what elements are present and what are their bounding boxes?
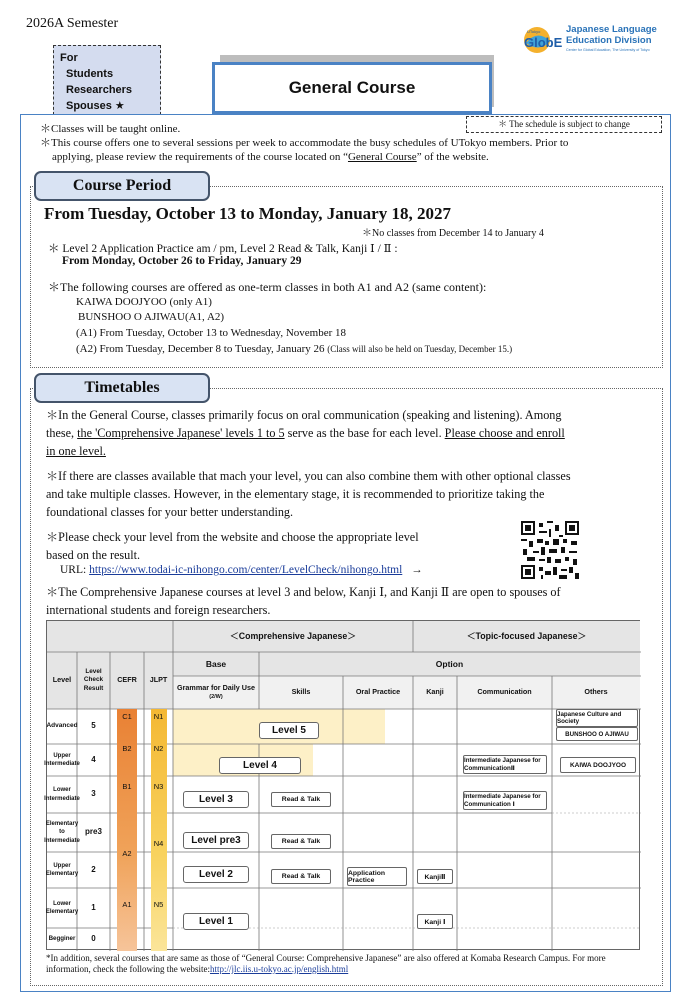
intro-line2a: ＊This course offers one to several sessions per week to accommodate the busy schedules of UTokyo members. Prior to (40, 137, 569, 149)
schedule-note: ＊ The schedule is subject to change (466, 116, 662, 133)
col-skills: Skills (259, 676, 343, 709)
a2-note: (Class will also be held on Tuesday, December 15.) (327, 344, 513, 354)
footer-note (46, 953, 646, 974)
tt-p3b: based on the result. (46, 548, 141, 562)
timetables-heading: Timetables (34, 373, 210, 403)
tt-p2b: and take multiple classes. However, in the elementary stage, it is recommended to prioritize taking the (46, 487, 545, 501)
general-course-link[interactable]: General Course (347, 151, 417, 163)
audience-item: Spouses ★ (66, 100, 125, 112)
tt-text: serve as the base for each level. (284, 426, 445, 440)
col-option: Option (259, 652, 640, 676)
row-check-2: 2 (91, 864, 96, 874)
logo-mark-small: UTokyo (527, 29, 541, 34)
course-level4[interactable]: Level 4 (219, 757, 301, 774)
course-table (46, 620, 640, 950)
row-check-5: 5 (91, 721, 96, 731)
bunshoo-line: BUNSHOO O AJIWAU(A1, A2) (78, 311, 225, 323)
course-read-talk-2[interactable]: Read & Talk (271, 869, 331, 884)
col-jlpt: JLPT (144, 652, 173, 709)
logo-title-line2: Education Division (566, 34, 652, 46)
level-check-url (60, 561, 423, 580)
semester-label: 2026A Semester (26, 16, 119, 31)
course-level3[interactable]: Level 3 (183, 791, 249, 808)
row-check-4: 4 (91, 754, 96, 764)
tt-p2c: foundational classes for your better understanding. (46, 505, 294, 519)
row-level-advanced: Advanced (46, 722, 78, 730)
logo-subtitle: Center for Global Education, The University of Tokyo (566, 48, 650, 52)
a1-dates: (A1) From Tuesday, October 13 to Wednesday, November 18 (76, 327, 346, 339)
col-grammar-label: Grammar for Daily Use (177, 683, 255, 692)
col-level: Level (47, 652, 77, 709)
col-kanji: Kanji (413, 676, 457, 709)
col-cefr: CEFR (110, 652, 144, 709)
row-level-lower-int: Lower Intermediate (44, 787, 80, 802)
logo-mark-word: GlobE (524, 35, 563, 50)
course-comm-2[interactable]: Intermediate Japanese for CommunicationⅡ (463, 755, 547, 774)
tt-p1a: ＊In the General Course, classes primarily focus on oral communication (speaking and listening). Among (46, 408, 562, 422)
tt-p4a: ＊The Comprehensive Japanese courses at level 3 and below, Kanji Ⅰ, and Kanji Ⅱ are open to spouses of (46, 585, 561, 599)
komaba-link[interactable]: http://jlc.iis.u-tokyo.ac.jp/english.html (209, 963, 349, 974)
qr-code-icon[interactable] (521, 521, 579, 579)
course-level5[interactable]: Level 5 (259, 722, 319, 739)
kaiwa-line: KAIWA DOOJYOO (only A1) (76, 296, 212, 308)
intro-online: ＊Classes will be taught online. (40, 123, 181, 135)
col-base: Base (173, 652, 259, 676)
jlpt-n1: N1 (153, 711, 164, 721)
intro-text: ” of the website. (416, 151, 489, 163)
row-level-lower-elem: Lower Elementary (45, 900, 79, 915)
audience-box (53, 45, 161, 115)
tt-underline: Please choose and enroll (444, 426, 565, 440)
intro-text: applying, please review the requirements of the course located on “ (52, 151, 348, 163)
arrow-icon: → (411, 564, 423, 576)
group-comprehensive: ＜Comprehensive Japanese＞ (173, 621, 413, 652)
page-title: General Course (212, 62, 492, 114)
course-comm-1[interactable]: Intermediate Japanese for Communication Ⅰ (463, 791, 547, 810)
tt-p2a: ＊If there are classes available that mach your level, you can also combine them with other optional classes (46, 469, 571, 483)
course-level2[interactable]: Level 2 (183, 866, 249, 883)
tt-p4b: international students and foreign researchers. (46, 603, 271, 617)
level2-dates: From Monday, October 26 to Friday, January 29 (62, 255, 302, 267)
col-oral: Oral Practice (343, 676, 413, 709)
tt-p3a: ＊Please check your level from the website and choose the appropriate level (46, 530, 419, 544)
audience-item: Researchers (66, 84, 133, 96)
course-period-heading: Course Period (34, 171, 210, 201)
globe-logo (522, 25, 672, 59)
course-kanji-2[interactable]: KanjiⅡ (417, 869, 453, 884)
course-kanji-1[interactable]: Kanji Ⅰ (417, 914, 453, 929)
course-bunshoo[interactable]: BUNSHOO O AJIWAU (556, 727, 638, 741)
cefr-b1: B1 (122, 781, 132, 791)
a2-dates (76, 343, 512, 355)
tt-p1c: in one level. (46, 444, 106, 458)
course-level1[interactable]: Level 1 (183, 913, 249, 930)
row-level-beginner: Begginer (48, 935, 76, 943)
course-level-pre3[interactable]: Level pre3 (183, 832, 249, 849)
cefr-a1: A1 (122, 899, 132, 909)
cefr-c1: C1 (122, 711, 132, 721)
oneterm-note: ＊The following courses are offered as one-term classes in both A1 and A2 (same content): (48, 280, 487, 294)
jlpt-n4: N4 (153, 838, 164, 848)
cefr-a2: A2 (122, 848, 132, 858)
jlpt-n2: N2 (153, 743, 164, 753)
row-check-3: 3 (91, 789, 96, 799)
col-level-check: Level Check Result (77, 652, 110, 709)
audience-heading: For (60, 52, 78, 64)
tt-p1b (46, 424, 565, 443)
row-check-pre3: pre3 (85, 827, 102, 837)
jlpt-n3: N3 (153, 781, 164, 791)
course-kaiwa[interactable]: KAIWA DOOJYOO (560, 757, 636, 773)
row-level-upper-int: Upper Intermediate (44, 752, 80, 767)
course-culture-society[interactable]: Japanese Culture and Society (556, 709, 638, 727)
course-read-talk-3[interactable]: Read & Talk (271, 792, 331, 807)
row-check-0: 0 (91, 934, 96, 944)
row-level-elem-int: Elementary to Intermediate (44, 820, 80, 844)
jlpt-n5: N5 (153, 899, 164, 909)
tt-underline: the 'Comprehensive Japanese' levels 1 to 5 (77, 426, 285, 440)
row-check-1: 1 (91, 902, 96, 912)
col-others: Others (552, 676, 640, 709)
col-grammar-small: (2/W) (209, 693, 223, 700)
no-classes-note: ＊No classes from December 14 to January 4 (362, 228, 544, 239)
level-check-link[interactable]: https://www.todai-ic-nihongo.com/center/LevelCheck/nihongo.html (89, 564, 403, 576)
course-period-dates: From Tuesday, October 13 to Monday, January 18, 2027 (44, 204, 451, 223)
footer-text: *In addition, several courses that are same as those of “General Course: Comprehensive Japanese” are also offered at Komaba Research Campus. For more information, check the following the website: (46, 953, 606, 974)
col-communication: Communication (457, 676, 552, 709)
cefr-b2: B2 (122, 743, 132, 753)
tt-text: these, (46, 426, 78, 440)
url-label: URL: (60, 564, 90, 576)
row-level-upper-elem: Upper Elementary (45, 862, 79, 877)
audience-item: Students (66, 68, 114, 80)
level2-courses: ＊ Level 2 Application Practice am / pm, Level 2 Read & Talk, Kanji Ⅰ / Ⅱ : (48, 243, 398, 255)
logo-title-line1: Japanese Language (566, 24, 657, 35)
course-application-practice[interactable]: Application Practice (347, 867, 407, 886)
intro-line2b (52, 150, 489, 164)
globe-logo-icon (522, 25, 564, 55)
a2-text: (A2) From Tuesday, December 8 to Tuesday, January 26 (76, 343, 328, 355)
course-read-talk-pre3[interactable]: Read & Talk (271, 834, 331, 849)
group-topic: ＜Topic-focused Japanese＞ (413, 621, 640, 652)
